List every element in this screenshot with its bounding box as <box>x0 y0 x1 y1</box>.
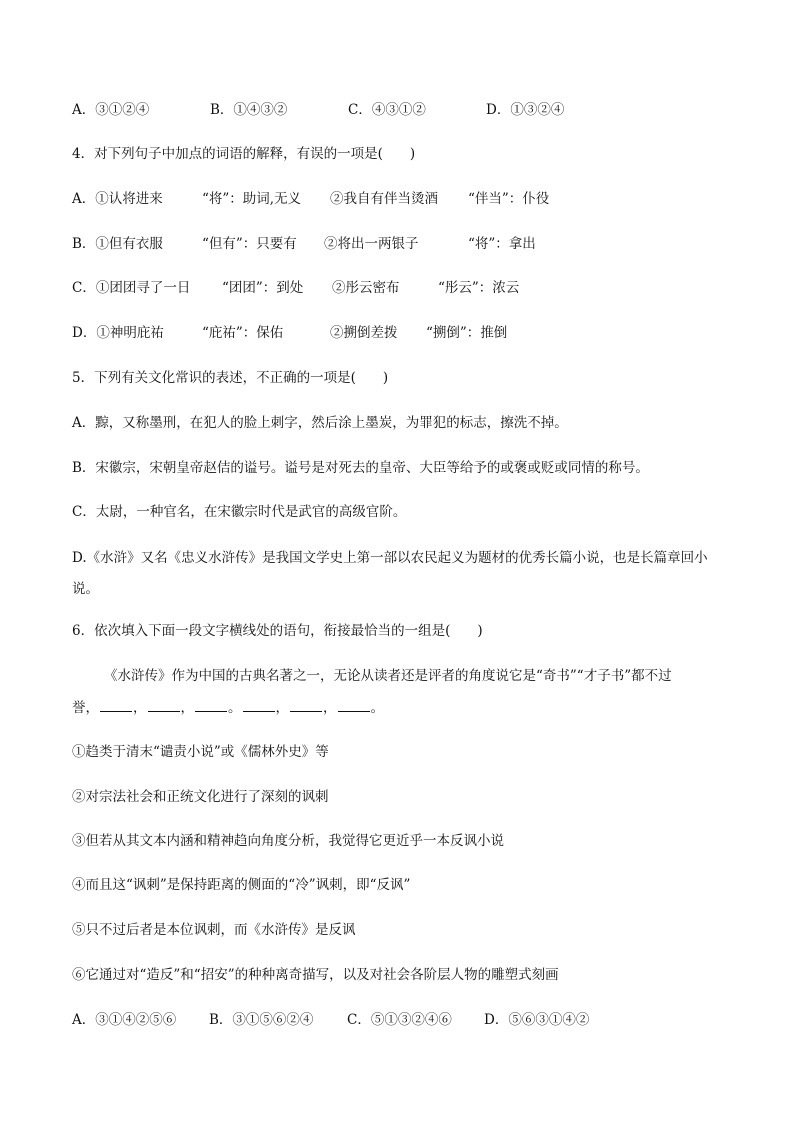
q6-stem: 6．依次填入下面一段文字横线处的语句，衔接最恰当的一组是( ) <box>72 623 483 639</box>
q6-passage-blanks <box>72 697 734 719</box>
q6-option-d: D．⑤⑥③①④② <box>484 1012 590 1028</box>
punct-6: 。 <box>370 700 384 716</box>
q6-item-3: ③但若从其文本内涵和精神趋向角度分析，我觉得它更近乎一本反讽小说 <box>72 833 504 849</box>
q5-option-a: A．黥，又称墨刑，在犯人的脸上刺字，然后涂上墨炭，为罪犯的标志，擦洗不掉。 <box>72 415 568 431</box>
q6-option-b: B．③①⑤⑥②④ <box>209 1012 314 1028</box>
q4-d-gloss1: “庇祐”：保佑 <box>202 325 284 341</box>
q6-item-1: ①趋类于清末“谴责小说”或《儒林外史》等 <box>72 744 329 760</box>
q3-option-b: B．①④③② <box>210 102 288 118</box>
q4-d-sentence2: ②搠倒差拨 <box>330 325 398 341</box>
q4-c-sentence2: ②彤云密布 <box>332 280 400 296</box>
q6-item-2: ②对宗法社会和正统文化进行了深刻的讽刺 <box>72 789 329 805</box>
q4-d-sentence1: D．①神明庇祐 <box>72 325 164 341</box>
q4-a-sentence2: ②我自有伴当烫酒 <box>330 191 438 207</box>
q5-option-d: D.《水浒》又名《忠义水浒传》是我国文学史上第一部以农民起义为题材的优秀长篇小说，也是长篇章回小说。 <box>72 550 708 597</box>
q4-c-sentence1: C．①团团寻了一日 <box>72 280 191 296</box>
punct-2: ， <box>180 700 194 716</box>
q3-option-d: D．①③②④ <box>486 102 565 118</box>
q6-option-a: A．③①④②⑤⑥ <box>72 1012 177 1028</box>
q4-d-gloss2: “搠倒”：推倒 <box>426 325 508 341</box>
q5-stem: 5．下列有关文化常识的表述，不正确的一项是( ) <box>72 370 389 386</box>
q4-stem: 4．对下列句子中加点的词语的解释，有误的一项是( ) <box>72 146 416 162</box>
punct-1: ， <box>133 700 147 716</box>
q5-option-b: B．宋徽宗，宋朝皇帝赵佶的谥号。谥号是对死去的皇帝、大臣等给予的或褒或贬或同情的称号。 <box>72 460 649 476</box>
answer-blank-4 <box>243 697 275 712</box>
q6-item-4: ④而且这“讽刺”是保持距离的侧面的“冷”讽刺，即“反讽” <box>72 877 411 893</box>
q3-option-c: C．④③①② <box>348 102 426 118</box>
q4-b-gloss1: “但有”：只要有 <box>202 236 297 252</box>
q4-b-gloss2: “将”：拿出 <box>468 236 536 252</box>
answer-blank-1 <box>100 697 132 712</box>
answer-blank-2 <box>148 697 180 712</box>
q6-passage: 《水浒传》作为中国的古典名著之一，无论从读者还是评者的角度说它是“奇书”“才子书”都不过 <box>104 668 672 684</box>
q4-c-gloss1: “团团”：到处 <box>222 280 304 296</box>
answer-blank-3 <box>195 697 227 712</box>
q4-b-sentence1: B．①但有衣服 <box>72 236 163 252</box>
q4-c-gloss2: “彤云”：浓云 <box>438 280 520 296</box>
q4-b-sentence2: ②将出一两银子 <box>324 236 419 252</box>
q5-option-c: C．太尉，一种官名，在宋徽宗时代是武官的高级官阶。 <box>72 504 407 520</box>
q4-a-gloss2: “伴当”：仆役 <box>468 191 550 207</box>
punct-3: 。 <box>228 700 242 716</box>
q6-item-5: ⑤只不过后者是本位讽刺，而《水浒传》是反讽 <box>72 922 356 938</box>
q6-option-c: C．⑤①③②④⑥ <box>347 1012 452 1028</box>
q4-a-sentence1: A．①认将进来 <box>72 191 163 207</box>
q6-passage-end: 誉， <box>72 700 99 716</box>
punct-4: ， <box>275 700 289 716</box>
q3-option-a: A．③①②④ <box>72 102 150 118</box>
answer-blank-5 <box>290 697 322 712</box>
punct-5: ， <box>323 700 337 716</box>
answer-blank-6 <box>338 697 370 712</box>
q6-item-6: ⑥它通过对“造反”和“招安”的种种离奇描写，以及对社会各阶层人物的雕塑式刻画 <box>72 967 559 983</box>
q4-a-gloss1: “将”：助词,无义 <box>202 191 302 207</box>
